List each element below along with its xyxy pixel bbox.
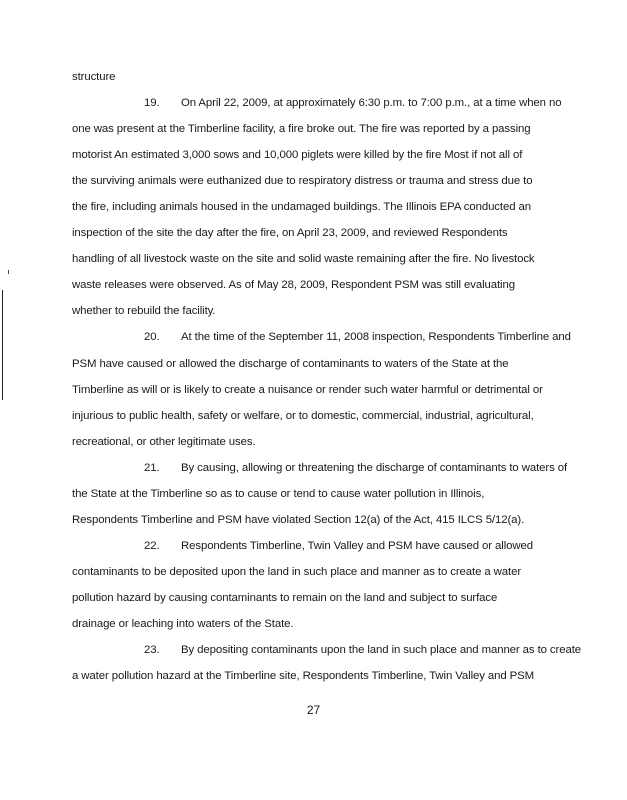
paragraph-23-first-line	[72, 637, 581, 663]
page-number: 27	[306, 703, 321, 717]
margin-revision-bar	[2, 290, 3, 400]
text-line: whether to rebuild the facility.	[72, 305, 216, 318]
text-line: inspection of the site the day after the fire, on April 23, 2009, and reviewed Respondents	[72, 227, 508, 240]
text-line: PSM have caused or allowed the discharge of contaminants to waters of the State at the	[72, 357, 509, 370]
text-line: the surviving animals were euthanized due to respiratory distress or trauma and stress due to	[72, 175, 533, 188]
text-line: structure	[72, 71, 116, 83]
paragraph-number: 23.	[144, 644, 160, 657]
paragraph-21-first-line	[72, 455, 568, 481]
text-line: By causing, allowing or threatening the discharge of contaminants to waters of	[181, 461, 568, 474]
text-line: pollution hazard by causing contaminants to remain on the land and subject to surface	[72, 591, 498, 604]
text-line: handling of all livestock waste on the site and solid waste remaining after the fire. No livestock	[72, 253, 535, 266]
text-line: motorist An estimated 3,000 sows and 10,000 piglets were killed by the fire Most if not all of	[72, 149, 523, 162]
margin-tick-mark	[8, 270, 9, 274]
paragraph-20-first-line	[72, 324, 571, 350]
text-line: drainage or leaching into waters of the State.	[72, 617, 294, 630]
body-text	[72, 64, 581, 689]
paragraph-number: 20.	[144, 331, 160, 344]
text-line: a water pollution hazard at the Timberline site, Respondents Timberline, Twin Valley and PSM	[72, 670, 535, 683]
text-line: Respondents Timberline and PSM have violated Section 12(a) of the Act, 415 ILCS 5/12(a).	[72, 513, 525, 526]
text-line: At the time of the September 11, 2008 inspection, Respondents Timberline and	[181, 331, 571, 344]
text-line: one was present at the Timberline facility, a fire broke out. The fire was reported by a passing	[72, 123, 531, 136]
paragraph-number: 21.	[144, 461, 160, 474]
paragraph-number: 19.	[144, 97, 160, 110]
paragraph-19-first-line	[72, 90, 562, 116]
text-line: the State at the Timberline so as to cause or tend to cause water pollution in Illinois,	[72, 487, 485, 500]
text-line: contaminants to be deposited upon the land in such place and manner as to create a water	[72, 565, 522, 578]
text-line: By depositing contaminants upon the land in such place and manner as to create	[181, 644, 581, 657]
text-line: recreational, or other legitimate uses.	[72, 435, 256, 448]
text-line: injurious to public health, safety or welfare, or to domestic, commercial, industrial, agricultural,	[72, 409, 534, 422]
text-line: Timberline as will or is likely to create a nuisance or render such water harmful or detrimental or	[72, 383, 543, 396]
text-line: On April 22, 2009, at approximately 6:30 p.m. to 7:00 p.m., at a time when no	[181, 97, 562, 110]
text-line: Respondents Timberline, Twin Valley and PSM have caused or allowed	[181, 539, 533, 552]
paragraph-number: 22.	[144, 539, 160, 552]
text-line: waste releases were observed. As of May 28, 2009, Respondent PSM was still evaluating	[72, 279, 515, 292]
paragraph-22-first-line	[72, 533, 550, 559]
text-line: the fire, including animals housed in the undamaged buildings. The Illinois EPA conducted an	[72, 201, 531, 214]
